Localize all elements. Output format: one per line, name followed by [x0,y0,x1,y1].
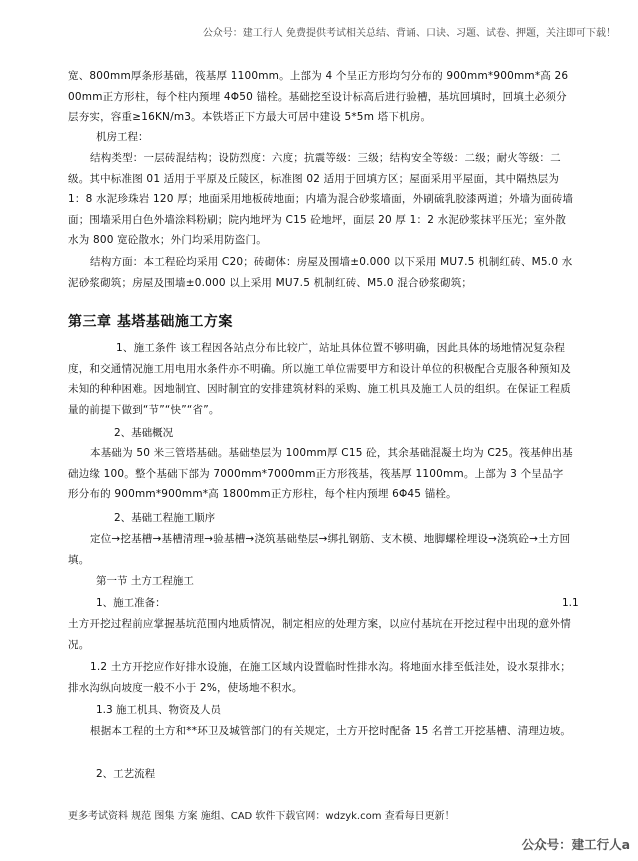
machine-room-title: 机房工程： [96,131,149,143]
paragraph-structure-aspect: 结构方面：本工程砼均采用 C20；砖砌体：房屋及围墙±0.000 以下采用 MU7.5 机制红砖、M5.0 水泥砂浆砌筑；房屋及围墙±0.000 以上采用 MU7.5 机制红砖、M5.0 混合砂浆砌筑； [68,256,573,289]
preparation-number: 1.1 [562,597,579,609]
construction-order-title: 2、基础工程施工顺序 [114,512,216,524]
header-note: 公众号：建工行人 免费提供考试相关总结、背诵、口诀、习题、试卷、押题，关注即可下载！ [202,28,616,39]
paragraph-foundation-overview: 本基础为 50 米三管塔基础。基础垫层为 100mm厚 C15 砼，其余基础混凝土均为 C25。筏基伸出基础边缘 100。整个基础下部为 7000mm*7000mm正方形筏基，筏基厚 1100mm。上部为 3 个呈品字形分布的 900mm*900mm*高 1800mm正方形柱，每个柱内预埋 6Φ45 锚栓。 [68,447,573,500]
paragraph-drainage: 1.2 土方开挖应作好排水设施，在施工区域内设置临时性排水沟。将地面水排至低洼处，设水泵排水；排水沟纵向坡度一般不小于 2%，使场地不积水。 [68,661,571,694]
preparation-title: 1、施工准备： [96,597,166,609]
footer-note: 更多考试资料 规范 图集 方案 施组、CAD 软件下载官网：wdzyk.com 查看每日更新！ [68,811,455,822]
foundation-overview-title: 2、基础概况 [114,427,174,439]
paragraph-preparation: 土方开挖过程前应掌握基坑范围内地质情况，制定相应的处理方案，以应付基坑在开挖过程中出现的意外情况。 [68,618,571,651]
paragraph-construction-conditions: 1、施工条件 该工程因各站点分布比较广，站址具体位置不够明确，因此具体的场地情况复杂程度，和交通情况施工用电用水条件亦不明确。所以施工单位需要甲方和设计单位的积极配合克服各种预知及未知的种种困难。因地制宜、因时制宜的安排建筑材料的采购、施工机具及施工人员的组织。在保证工程质量的前提下做到“节”“快”“省”。 [68,342,571,416]
paragraph-construction-order: 定位→挖基槽→基槽清理→验基槽→浇筑基础垫层→绑扎钢筋、支木模、地脚螺栓埋设→浇筑砼→土方回填。 [68,533,571,566]
watermark: 公众号：建工行人a [521,837,630,852]
chapter-title: 第三章 基塔基础施工方案 [68,314,233,330]
section-one-title: 第一节 土方工程施工 [96,575,194,587]
paragraph-structure-type: 结构类型：一层砖混结构；设防烈度：六度；抗震等级：三级；结构安全等级：二级；耐火等级：二级。其中标准图 01 适用于平原及丘陵区，标准图 02 适用于回填方区；屋面采用平屋面，其中隔热层为 1：8 水泥珍珠岩 120 厚；地面采用地板砖地面；内墙为混合砂浆墙面，外刷硫乳胶漆两道；外墙为面砖墙面；围墙采用白色外墙涂料粉刷；院内地坪为 C15 砼地坪，面层 20 厚 1：2 水泥砂浆抹平压光；室外散水为 800 宽砼散水；外门均采用防盗门。 [68,152,574,246]
paragraph-foundation-continued: 宽、800mm厚条形基础，筏基厚 1100mm。上部为 4 个呈正方形均匀分布的 900mm*900mm*高 2600mm正方形柱，每个柱内预埋 4Φ50 锚栓。基础挖至设计标高后进行验槽，基坑回填时，回填土必须分层夯实，容重≥16KN/m3。本铁塔正下方最大可居中建设 5*5m 塔下机房。 [68,70,569,123]
paragraph-machinery: 根据本工程的土方和**环卫及城管部门的有关规定，土方开挖时配备 15 名普工开挖基槽、清理边坡。 [90,725,572,737]
machinery-title: 1.3 施工机具、物资及人员 [96,704,222,716]
process-flow-title: 2、工艺流程 [96,768,156,780]
